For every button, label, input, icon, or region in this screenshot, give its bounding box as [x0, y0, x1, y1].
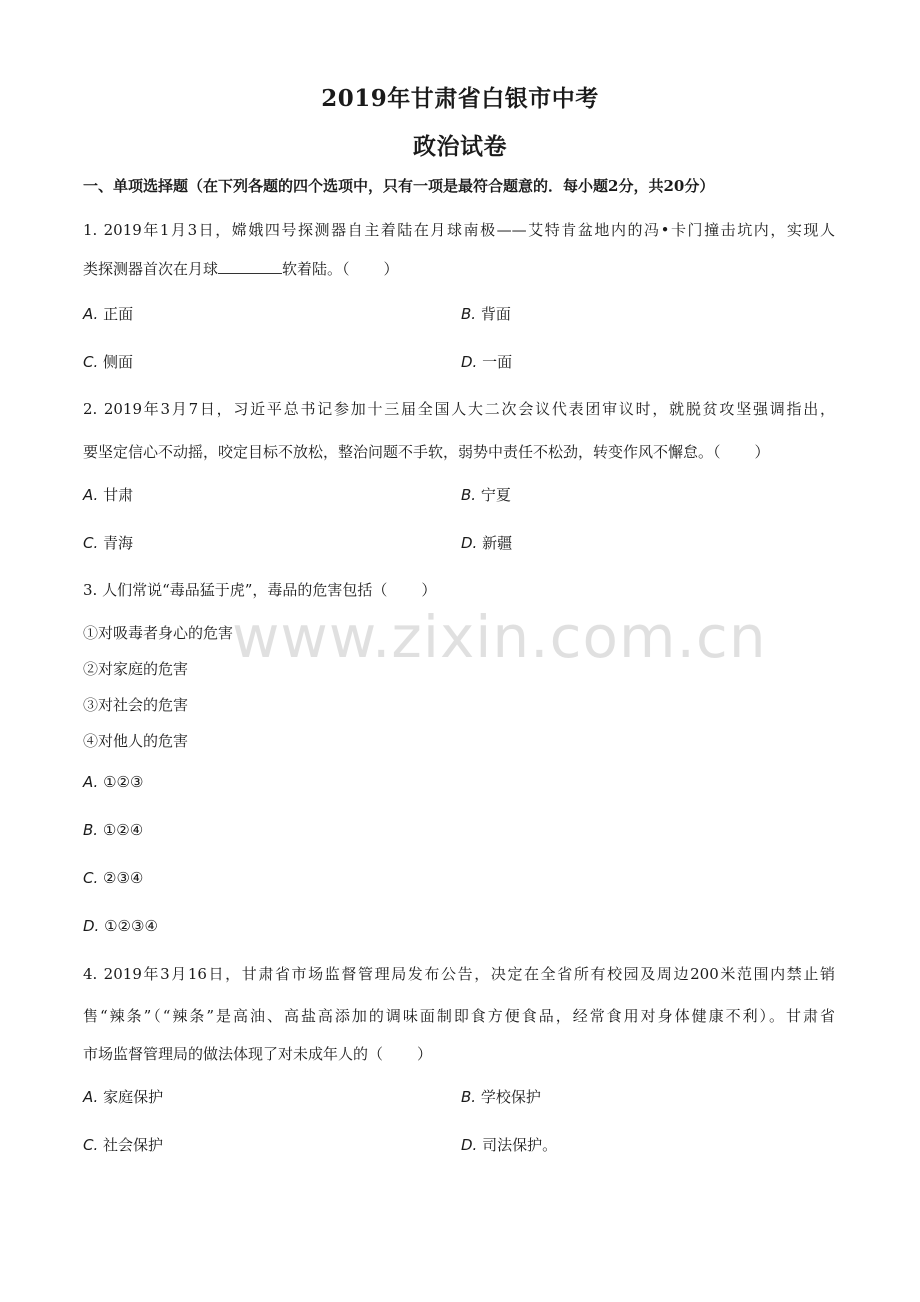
- question-2-option-b: [461, 484, 511, 505]
- option-letter: D.: [461, 1136, 478, 1154]
- option-text: ①②③: [103, 773, 144, 791]
- option-letter: A.: [83, 773, 99, 791]
- option-letter: D.: [461, 353, 478, 371]
- option-text: 甘肃: [103, 486, 134, 504]
- option-text: 新疆: [482, 534, 513, 552]
- question-3-stem-text: 3. 人们常说“毒品猛于虎”，毒品的危害包括（: [83, 581, 388, 599]
- question-3-option-a: [83, 773, 143, 791]
- option-letter: C.: [83, 353, 99, 371]
- option-letter: A.: [83, 1088, 99, 1106]
- option-letter: B.: [461, 1088, 477, 1106]
- option-text: 司法保护。: [482, 1136, 558, 1154]
- option-text: 一面: [482, 353, 513, 371]
- question-3-item-3: ③对社会的危害: [83, 696, 189, 714]
- exam-subtitle: 政治试卷: [413, 133, 507, 160]
- question-4-option-b: [461, 1086, 541, 1107]
- question-4-stem-line-3: [83, 1043, 432, 1064]
- option-letter: C.: [83, 534, 99, 552]
- question-4-option-c: [83, 1134, 163, 1155]
- question-3-option-c: [83, 869, 143, 887]
- question-3-item-4: ④对他人的危害: [83, 732, 189, 750]
- fill-in-blank: [218, 259, 282, 274]
- question-2-option-d: [461, 532, 512, 553]
- section-heading: 一、单项选择题（在下列各题的四个选项中，只有一项是最符合题意的．每小题2分，共20分）: [83, 177, 715, 195]
- option-text: ①②④: [102, 821, 144, 839]
- question-1-stem-line-1: 1. 2019年1月3日，嫦娥四号探测器自主着陆在月球南极——艾特肯盆地内的冯•卡门撞击坑内，实现人: [83, 221, 835, 239]
- option-text: 家庭保护: [103, 1088, 164, 1106]
- option-text: 侧面: [103, 353, 134, 371]
- question-2-option-c: [83, 532, 133, 553]
- option-text: 学校保护: [480, 1088, 541, 1106]
- question-1-paren-close: ）: [383, 260, 399, 278]
- question-3-item-1: ①对吸毒者身心的危害: [83, 624, 234, 642]
- option-text: ①②③④: [104, 917, 158, 935]
- question-1-option-b: [461, 303, 511, 324]
- option-letter: A.: [83, 486, 99, 504]
- option-text: 社会保护: [103, 1136, 164, 1154]
- question-3-paren-close: ）: [421, 581, 437, 599]
- option-text: 青海: [103, 534, 134, 552]
- question-4-option-d: [461, 1134, 557, 1155]
- question-4-paren-close: ）: [417, 1045, 433, 1063]
- question-3-stem: [83, 579, 436, 600]
- option-text: 宁夏: [480, 486, 511, 504]
- option-text: 正面: [103, 305, 134, 323]
- question-3-option-d: [83, 917, 158, 935]
- exam-title: 2019年甘肃省白银市中考: [321, 85, 599, 112]
- question-1-stem-tail: 软着陆。（: [282, 260, 350, 278]
- question-2-stem-text: 要坚定信心不动摇，咬定目标不放松，整治问题不手软，弱势中责任不松劲，转变作风不懈怠。（: [83, 443, 721, 461]
- question-2-option-a: [83, 484, 133, 505]
- question-2-paren-close: ）: [754, 443, 770, 461]
- question-1-option-d: [461, 351, 512, 372]
- question-4-option-a: [83, 1086, 163, 1107]
- option-letter: A.: [83, 305, 99, 323]
- question-3-option-b: [83, 821, 143, 839]
- option-letter: C.: [83, 869, 99, 887]
- question-1-stem-text: 类探测器首次在月球: [83, 260, 219, 278]
- question-1-stem-line-2: [83, 258, 399, 279]
- question-4-stem-line-1: 4. 2019年3月16日，甘肃省市场监督管理局发布公告，决定在全省所有校园及周边200米范围内禁止销: [83, 965, 835, 983]
- option-letter: D.: [461, 534, 478, 552]
- question-3-item-2: ②对家庭的危害: [83, 660, 189, 678]
- option-letter: D.: [83, 917, 100, 935]
- question-1-option-a: [83, 303, 133, 324]
- option-letter: B.: [461, 486, 477, 504]
- option-text: 背面: [480, 305, 511, 323]
- question-1-option-c: [83, 351, 133, 372]
- option-letter: B.: [461, 305, 477, 323]
- option-text: ②③④: [103, 869, 144, 887]
- question-4-stem-text: 市场监督管理局的做法体现了对未成年人的（: [83, 1045, 384, 1063]
- option-letter: B.: [83, 821, 99, 839]
- site-watermark: www.zixin.com.cn: [232, 603, 767, 671]
- question-2-stem-line-2: [83, 441, 770, 462]
- option-letter: C.: [83, 1136, 99, 1154]
- question-4-stem-line-2: 售“辣条”（“辣条”是高油、高盐高添加的调味面制即食方便食品，经常食用对身体健康不利）。甘肃省: [83, 1007, 835, 1025]
- question-2-stem-line-1: 2. 2019年3月7日，习近平总书记参加十三届全国人大二次会议代表团审议时，就脱贫攻坚强调指出，: [83, 400, 835, 418]
